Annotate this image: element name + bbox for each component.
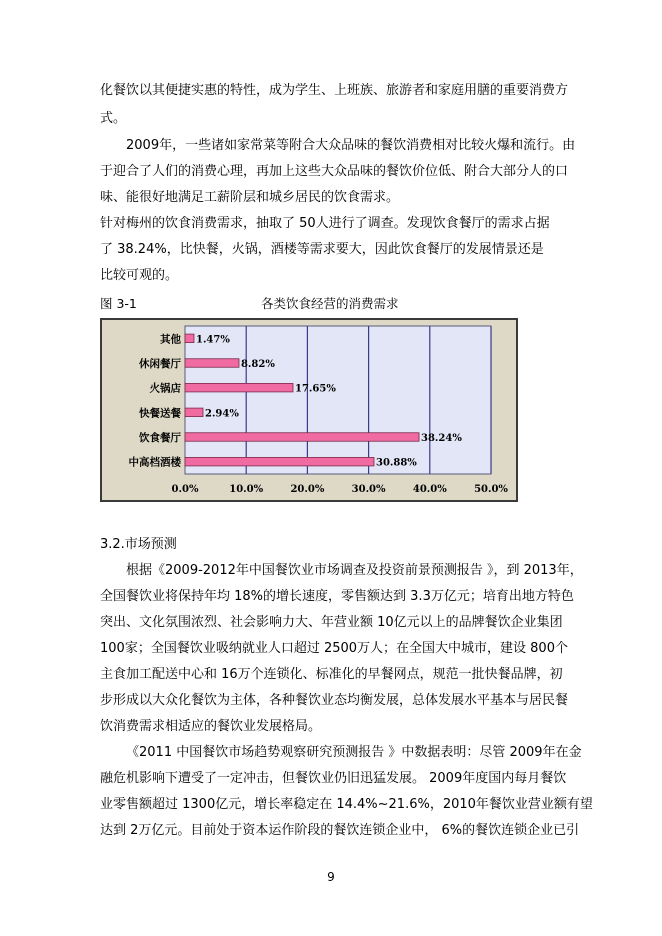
x-tick-label: 40.0% [412,484,447,495]
x-tick-label: 50.0% [474,484,508,495]
body-text-line: 了 38.24%，比快餐，火锅，酒楼等需求要大，因此饮食餐厅的发展情景还是 [100,242,544,257]
bar [185,334,194,343]
category-label: 其他 [160,333,181,346]
bar [185,433,419,442]
data-label: 1.47% [195,334,230,346]
data-label: 8.82% [240,359,275,370]
x-tick-label: 20.0% [290,484,325,495]
body-text-line: 突出、文化氛围浓烈、社会影响力大、年营业额 10亿元以上的品牌餐饮企业集团 [100,615,563,630]
body-text-line: 步形成以大众化餐饮为主体，各种餐饮业态均衡发展，总体发展水平基本与居民餐 [100,693,569,708]
body-text-line: 比较可观的。 [100,268,179,283]
chart-canvas [102,320,516,500]
data-label: 38.24% [421,433,462,444]
body-text-line: 《2011 中国餐饮市场趋势观察研究预测报告 》中数据表明：尽管 2009年在金 [126,745,582,760]
bar [185,408,203,417]
body-text-line: 达到 2万亿元。目前处于资本运作阶段的餐饮连锁企业中， 6%的餐饮连锁企业已引 [100,823,580,838]
body-text-line: 2009年，一些诸如家常菜等附合大众品味的餐饮消费相对比较火爆和流行。由 [126,138,576,153]
page-number: 9 [327,870,335,884]
category-label: 快餐送餐 [139,407,181,420]
body-text-line: 化餐饮以其便捷实惠的特性，成为学生、上班族、旅游者和家庭用膳的重要消费方 [100,83,569,98]
bar [185,359,239,368]
figure-label: 图 3-1 [100,296,137,311]
body-text-line: 针对梅州的饮食消费需求，抽取了 50人进行了调查。发现饮食餐厅的需求占据 [100,216,550,231]
plot-area [185,326,491,474]
body-text-line: 主食加工配送中心和 16万个连锁化、标准化的早餐网点，规范一批快餐品牌，初 [100,667,563,682]
x-tick-label: 30.0% [351,484,386,495]
body-text-line: 根据《2009-2012年中国餐饮业市场调查及投资前景预测报告 》，到 2013年， [126,563,583,578]
body-text-line: 业零售额超过 1300亿元，增长率稳定在 14.4%~21.6%，2010年餐饮业营业额有望 [100,797,593,812]
body-text-line: 于迎合了人们的消费心理，再加上这些大众品味的餐饮价位低、附合大部分人的口 [100,164,569,179]
category-label: 饮食餐厅 [139,432,181,444]
section-heading: 3.2.市场预测 [100,537,177,552]
data-label: 30.88% [375,457,417,469]
body-text-line: 融危机影响下遭受了一定冲击，但餐饮业仍旧迅猛发展。 2009年度国内每月餐饮 [100,771,567,786]
category-label: 火锅店 [149,382,181,395]
body-text-line: 饮消费需求相适应的餐饮业发展格局。 [100,719,322,734]
body-text-line: 全国餐饮业将保持年均 18%的增长速度，零售额达到 3.3万亿元；培育出地方特色 [100,589,574,604]
bar [185,457,374,466]
data-label: 17.65% [295,383,336,395]
bar-chart [100,318,518,502]
bar [185,383,293,392]
body-text-line: 味、能很好地满足工薪阶层和城乡居民的饮食需求。 [100,190,400,205]
body-text-line: 式。 [100,111,127,126]
x-tick-label: 10.0% [229,484,264,495]
figure-title: 各类饮食经营的消费需求 [261,296,399,311]
category-label: 中高档酒楼 [128,456,181,469]
body-text-line: 100家；全国餐饮业吸纳就业人口超过 2500万人；在全国大中城市，建设 800个 [100,641,568,656]
x-tick-label: 0.0% [171,484,199,495]
data-label: 2.94% [204,408,239,420]
category-label: 休闲餐厅 [139,358,181,370]
